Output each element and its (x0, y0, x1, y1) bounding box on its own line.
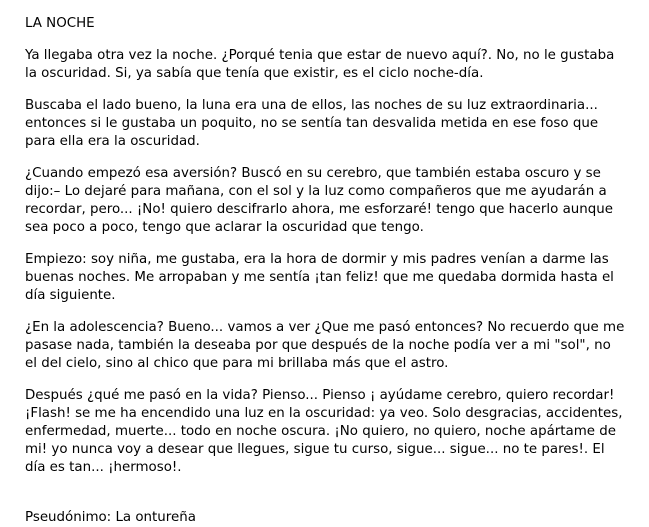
document-title: LA NOCHE (25, 16, 95, 31)
paragraph-4: Empiezo: soy niña, me gustaba, era la hora de dormir y mis padres venían a darme las buenas noches. Me arropaban y me sentía ¡tan feliz! que me quedaba dormida hasta el día siguiente. (25, 252, 614, 303)
paragraph-6: Después ¿qué me pasó en la vida? Pienso... Pienso ¡ ayúdame cerebro, quiero recordar! ¡Flash! se me ha encendido una luz en la oscuridad: ya veo. Solo desgracias, accidentes, enfermedad, muerte... todo en noche oscura. ¡No quiero, no quiero, noche apártame de mi! yo nunca voy a desear que llegues, sigue tu curso, sigue... sigue... no te pares!. El día es tan... ¡hermoso!. (25, 388, 623, 475)
signature: Pseudónimo: La ontureña (25, 510, 196, 525)
paragraph-3: ¿Cuando empezó esa aversión? Buscó en su cerebro, que también estaba oscuro y se dijo:– Lo dejaré para mañana, con el sol y la luz como compañeros que me ayudarán a recordar, pero... ¡No! quiero descifrarlo ahora, me esforzaré! tengo que hacerlo aunque sea poco a poco, tengo que aclarar la oscuridad que tengo. (25, 166, 613, 235)
paragraph-5: ¿En la adolescencia? Bueno... vamos a ver ¿Que me pasó entonces? No recuerdo que me pasase nada, también la deseaba por que después de la noche podía ver a mi "sol", no el del cielo, sino al chico que para mi brillaba más que el astro. (25, 320, 625, 371)
paragraph-1: Ya llegaba otra vez la noche. ¿Porqué tenia que estar de nuevo aquí?. No, no le gustaba la oscuridad. Si, ya sabía que tenía que existir, es el ciclo noche-día. (25, 48, 615, 81)
document (25, 15, 625, 527)
paragraph-2: Buscaba el lado bueno, la luna era una de ellos, las noches de su luz extraordinaria... entonces si le gustaba un poquito, no se sentía tan desvalida metida en ese foso que para ella era la oscuridad. (25, 98, 599, 149)
